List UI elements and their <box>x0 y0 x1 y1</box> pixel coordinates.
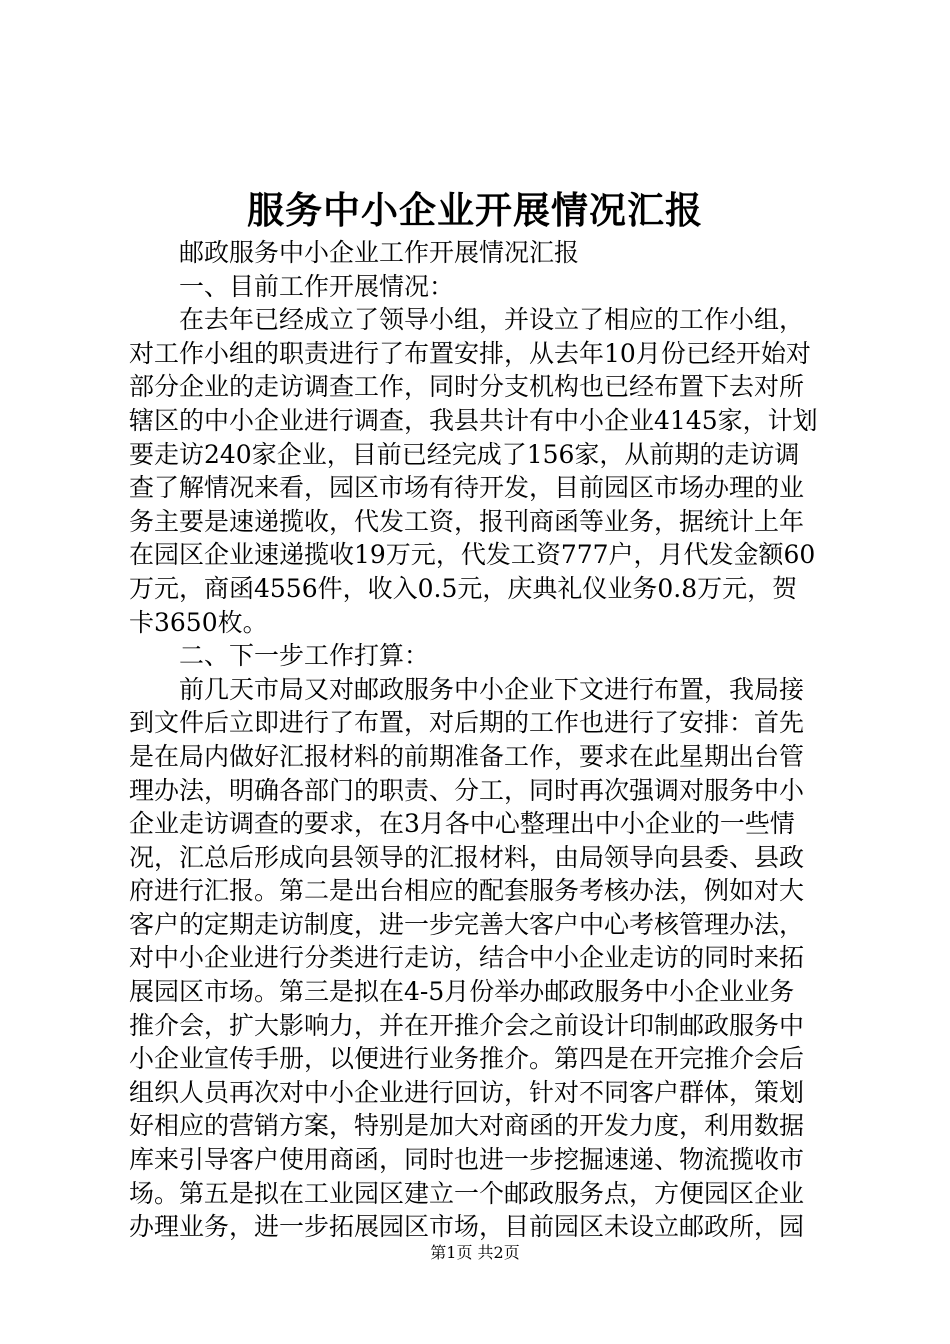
document-title: 服务中小企业开展情况汇报 <box>247 188 703 232</box>
paragraph-line: 展园区市场。第三是拟在4-5月份举办邮政服务中小企业业务 <box>129 977 795 1007</box>
paragraph-line: 前几天市局又对邮政服务中小企业下文进行布置，我局接 <box>179 674 805 704</box>
paragraph-line: 办理业务，进一步拓展园区市场，目前园区未设立邮政所，园 <box>129 1212 805 1242</box>
page-number-footer: 第1页 共2页 <box>430 1243 520 1262</box>
paragraph-line: 万元，商函4556件，收入0.5元，庆典礼仪业务0.8万元，贺 <box>129 573 798 603</box>
paragraph-line: 对中小企业进行分类进行走访，结合中小企业走访的同时来拓 <box>129 943 805 973</box>
paragraph-line: 辖区的中小企业进行调查，我县共计有中小企业4145家，计划 <box>129 405 818 435</box>
paragraph-line: 府进行汇报。第二是出台相应的配套服务考核办法，例如对大 <box>129 876 805 906</box>
paragraph-line: 是在局内做好汇报材料的前期准备工作，要求在此星期出台管 <box>129 741 805 771</box>
paragraph-line: 对工作小组的职责进行了布置安排，从去年10月份已经开始对 <box>129 338 811 368</box>
paragraph-line: 小企业宣传手册，以便进行业务推介。第四是在开完推介会后 <box>129 1044 805 1074</box>
paragraph-line: 组织人员再次对中小企业进行回访，针对不同客户群体，策划 <box>129 1077 805 1107</box>
subtitle-line: 邮政服务中小企业工作开展情况汇报 <box>179 238 580 267</box>
paragraph-line: 到文件后立即进行了布置，对后期的工作也进行了安排：首先 <box>129 708 805 738</box>
paragraph-line: 卡3650枚。 <box>129 607 268 637</box>
paragraph-line: 客户的定期走访制度，进一步完善大客户中心考核管理办法， <box>129 909 805 939</box>
paragraph-line: 要走访240家企业，目前已经完成了156家，从前期的走访调 <box>129 439 800 469</box>
paragraph-line: 部分企业的走访调查工作，同时分支机构也已经布置下去对所 <box>129 372 805 402</box>
paragraph-line: 推介会，扩大影响力，并在开推介会之前设计印制邮政服务中 <box>129 1010 805 1040</box>
paragraph-line: 理办法，明确各部门的职责、分工，同时再次强调对服务中小 <box>129 775 805 805</box>
section-heading-2: 二、下一步工作打算： <box>179 641 430 671</box>
paragraph-line: 好相应的营销方案，特别是加大对商函的开发力度，利用数据 <box>129 1111 805 1141</box>
paragraph-line: 企业走访调查的要求，在3月各中心整理出中小企业的一些情 <box>129 809 795 839</box>
paragraph-line: 场。第五是拟在工业园区建立一个邮政服务点，方便园区企业 <box>129 1178 805 1208</box>
paragraph-line: 查了解情况来看，园区市场有待开发，目前园区市场办理的业 <box>129 473 805 503</box>
paragraph-line: 库来引导客户使用商函，同时也进一步挖掘速递、物流揽收市 <box>129 1145 805 1175</box>
paragraph-line: 在园区企业速递揽收19万元，代发工资777户，月代发金额60 <box>129 540 816 570</box>
section-heading-1: 一、目前工作开展情况： <box>179 271 455 301</box>
paragraph-line: 在去年已经成立了领导小组，并设立了相应的工作小组， <box>179 305 805 335</box>
document-body <box>129 236 829 1244</box>
paragraph-line: 务主要是速递揽收，代发工资，报刊商函等业务，据统计上年 <box>129 506 805 536</box>
paragraph-line: 况，汇总后形成向县领导的汇报材料，由局领导向县委、县政 <box>129 842 805 872</box>
